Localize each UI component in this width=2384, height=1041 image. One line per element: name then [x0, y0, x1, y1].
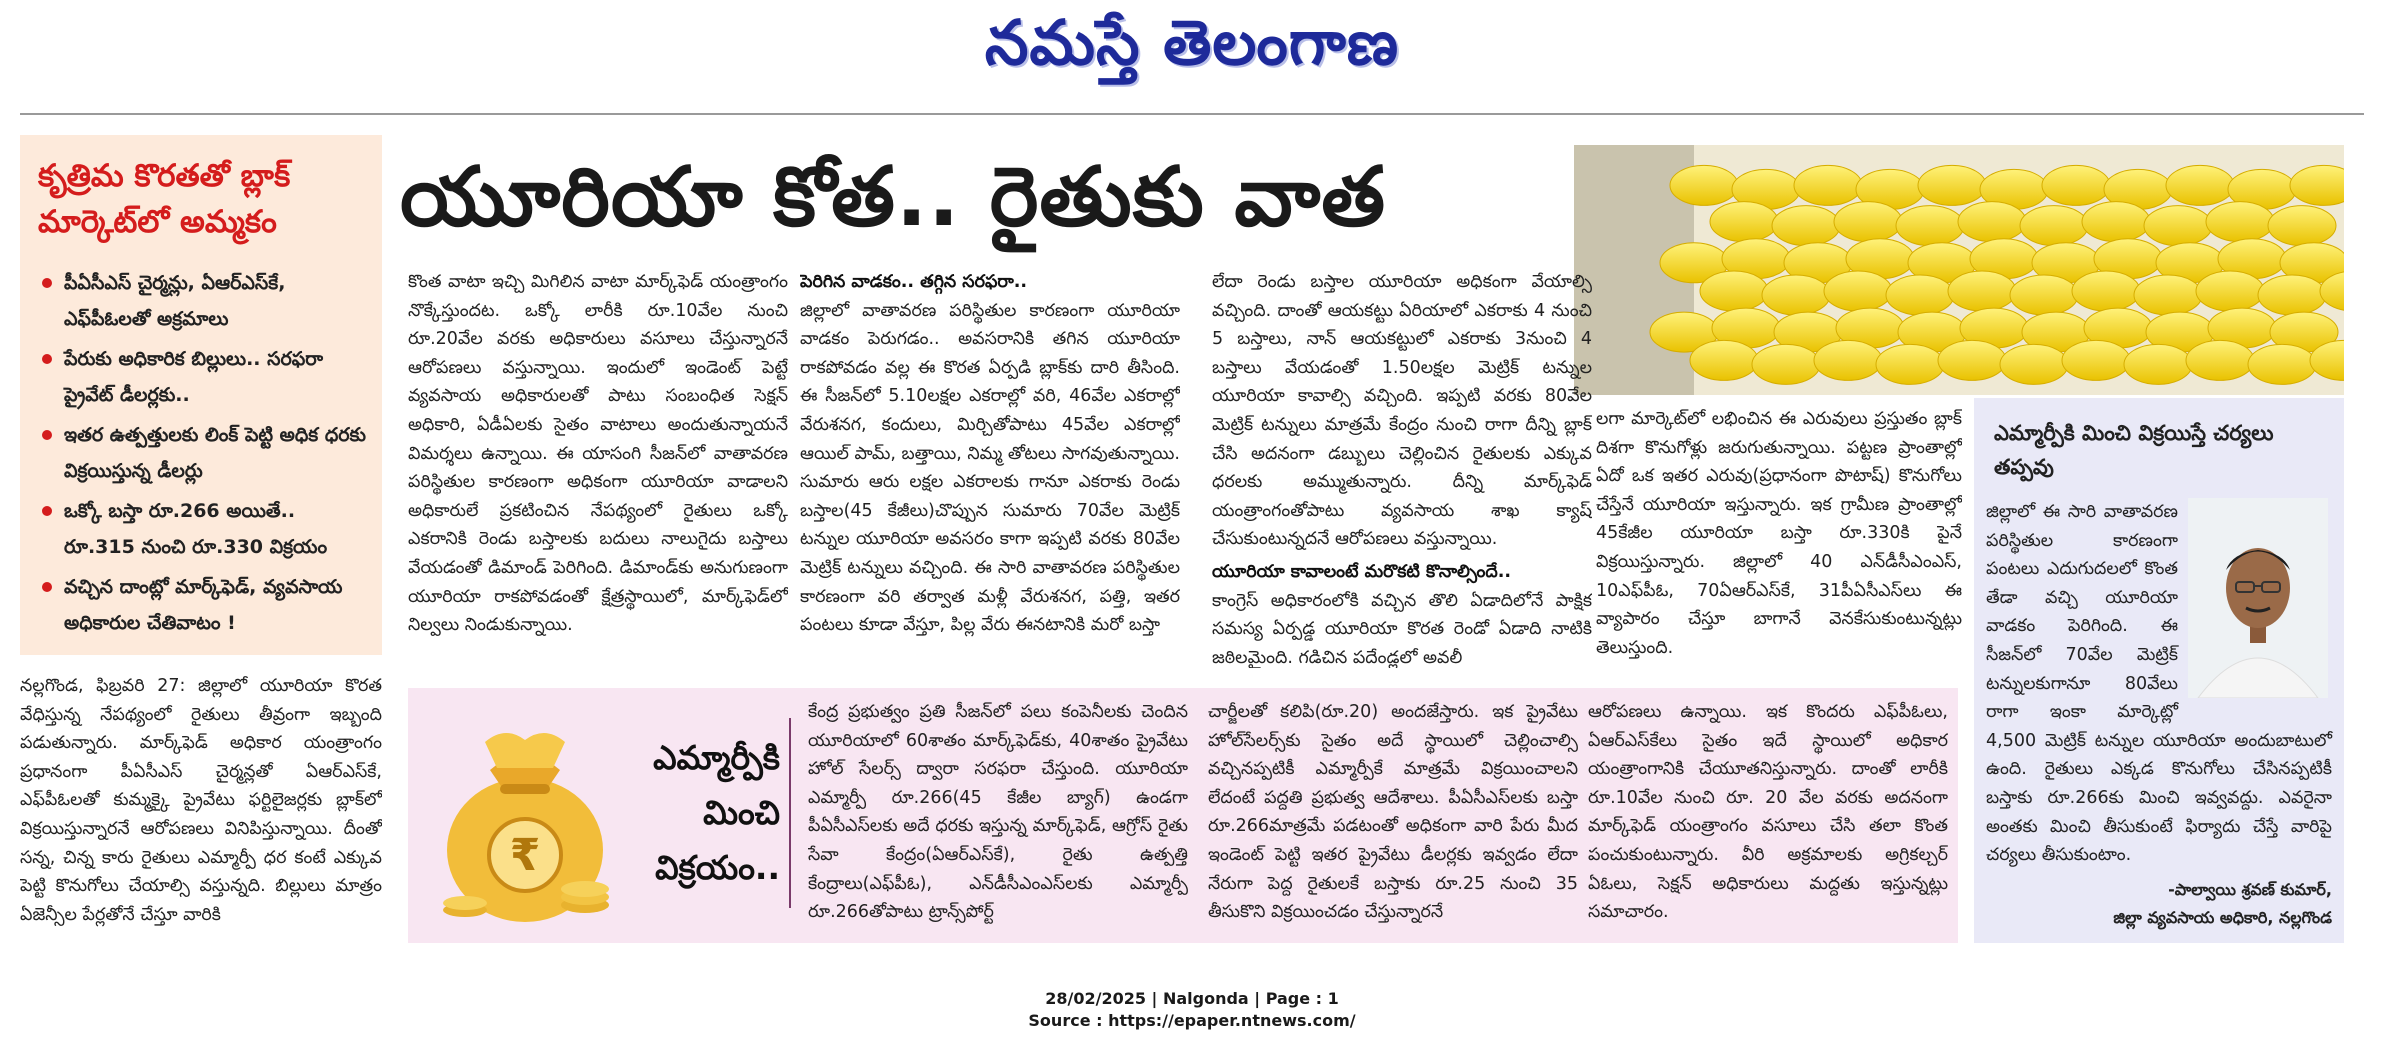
highlight-item: ఒక్కో బస్తా రూ.266 అయితే.. రూ.315 నుంచి రూ.330 విక్రయం	[38, 493, 366, 565]
column-1-text: కొంత వాటా ఇచ్చి మిగిలిన వాటా మార్క్‌ఫెడ్ యంత్రాంగం నొక్కేస్తుందట. ఒక్కో లారీకి రూ.10వేల నుంచి రూ.20వేల వరకు అధికారులు వసూలు చేస్తున్నారనే ఆరోపణలు వస్తున్నాయి. ఇందులో ఇండెంట్ పెట్టే వ్యవసాయ అధికారులతో పాటు సంబంధిత సెక్షన్ అధికారి, ఏడీఏలకు సైతం వాటాలు అందుతున్నాయనే విమర్శలు ఉన్నాయి. ఈ యాసంగి సీజన్‌లో వాతావరణ పరిస్థితుల కారణంగా అధికంగా యూరియా వాడాలని అధికారులే ప్రకటించిన నేపథ్యంలో రైతులు ఒక్కో ఎకరానికి రెండు బస్తాలకు బదులు నాలుగైదు బస్తాలు వేయడంతో డిమాండ్ పెరిగింది. డిమాండ్‌కు అనుగుణంగా యూరియా రాకపోవడంతో క్షేత్రస్థాయిలో, మార్క్‌ఫెడ్‌లో నిల్వలు నిండుకున్నాయి.	[408, 272, 788, 636]
highlights-box	[20, 135, 382, 655]
source-link: Source : https://epaper.ntnews.com/	[1028, 1011, 1356, 1030]
article-column-7	[1588, 698, 1948, 938]
masthead-divider	[20, 113, 2364, 115]
masthead	[0, 0, 2384, 100]
article-intro	[20, 672, 382, 943]
column-3-text: లేదా రెండు బస్తాల యూరియా అధికంగా వేయాల్సి వచ్చింది. దాంతో ఆయకట్టు ఏరియాలో ఎకరాకు 4 నుంచి 5 బస్తాలు, నాన్ ఆయకట్టులో ఎకరాకు 3నుంచి 4 బస్తాలు వేయడంతో 1.50లక్షల మెట్రిక్ టన్నుల యూరియా కావాల్సి వచ్చింది. ఇప్పటి వరకు 80వేల మెట్రిక్ టన్నులు మాత్రమే కేంద్రం నుంచి రాగా దీన్ని బ్లాక్ చేసి అదనంగా డబ్బులు చెల్లించిన రైతులకు ఎక్కువ ధరలకు అమ్ముతున్నారు. దీన్ని మార్క్‌ఫెడ్ యంత్రాంగంతోపాటు వ్యవసాయ శాఖ క్యాష్ చేసుకుంటున్నదనే ఆరోపణలు వస్తున్నాయి.	[1212, 272, 1592, 550]
article-column-1	[408, 268, 788, 668]
article-column-2	[800, 268, 1180, 668]
headline: యూరియా కోత.. రైతుకు వాత	[400, 150, 1387, 245]
highlight-item: ఇతర ఉత్పత్తులకు లింక్ పెట్టి అధిక ధరకు విక్రయిస్తున్న డీలర్లు	[38, 417, 366, 489]
highlight-item: పీఏసీఎస్ చైర్మన్లు, ఏఆర్ఎస్‌కే, ఎఫ్‌పీఓలతో అక్రమాలు	[38, 265, 366, 337]
subheading-usage: పెరిగిన వాడకం.. తగ్గిన సరఫరా..	[800, 272, 1028, 292]
officer-photo	[2188, 498, 2328, 698]
rupee-icon: ₹	[509, 830, 541, 881]
article-column-5	[808, 698, 1188, 938]
urea-bags-image	[1574, 145, 2344, 395]
urea-bags-photo	[1574, 145, 2344, 395]
article-column-6	[1208, 698, 1578, 938]
newspaper-logo: నమస్తే తెలంగాణ	[984, 6, 1400, 79]
officer-quote: జిల్లాలో ఈ సారి వాతావరణ పరిస్థితుల కారణంగా పంటలు ఎదుగుదలలో కొంత తేడా వచ్చి యూరియా వాడకం పెరిగింది. ఈ సీజన్‌లో 70వేల మెట్రిక్ టన్నులకుగానూ 80వేలు రాగా ఇంకా మార్కెట్లో 4,500 మెట్రిక్ టన్నుల యూరియా అందుబాటులో ఉంది. రైతులు ఎక్కడ కొనుగోలు చేసినప్పటికీ బస్తాకు రూ.266కు మించి ఇవ్వవద్దు. ఎవరైనా అంతకు మించి తీసుకుంటే ఫిర్యాదు చేస్తే వారిపై చర్యలు తీసుకుంటాం.	[1986, 502, 2332, 866]
highlight-item: వచ్చిన దాంట్లో మార్క్‌ఫెడ్, వ్యవసాయ అధికారుల చేతివాటం !	[38, 569, 366, 641]
promo-title: ఎమ్మార్పీకి మించి విక్రయం..	[653, 738, 780, 887]
highlights-kicker: కృత్రిమ కొరతతో బ్లాక్ మార్కెట్‌లో అమ్మకం	[38, 158, 291, 240]
officer-portrait	[2188, 498, 2328, 698]
subheading-buy-other: యూరియా కావాలంటే మరొకటి కొనాల్సిందే..	[1212, 561, 1512, 582]
highlight-item: పేరుకు అధికారిక బిల్లులు.. సరఫరా ప్రైవేట్ డీలర్లకు..	[38, 341, 366, 413]
officer-quote-box	[1974, 398, 2344, 943]
column-6-text: చార్జీలతో కలిపి(రూ.20) అందజేస్తారు. ఇక ప్రైవేటు హోల్‌సేలర్స్‌కు సైతం అదే స్థాయిలో చెల్లించాల్సి వచ్చినప్పటికీ ఎమ్మార్పీకే మాత్రమే విక్రయించాలని లేదంటే పద్దతి ప్రభుత్వ ఆదేశాలు. పీఏసీఎస్‌లకు బస్తా రూ.266మాత్రమే పడటంతో అధికంగా వారి పేరు మీద ఇండెంట్ పెట్టి ఇతర ప్రైవేటు డీలర్లకు ఇవ్వడం లేదా నేరుగా పెద్ద రైతులకే బస్తాకు రూ.25 నుంచి 35 తీసుకొని విక్రయించడం చేస్తున్నారనే	[1208, 702, 1578, 923]
quote-kicker: ఎమ్మార్పీకి మించి విక్రయిస్తే చర్యలు తప్పవు	[1994, 421, 2274, 479]
officer-name: -పాల్వాయి శ్రవణ్ కుమార్,	[2168, 879, 2332, 899]
column-4-text: లగా మార్కెట్‌లో లభించిన ఈ ఎరువులు ప్రస్తుతం బ్లాక్ దిశగా కొనుగోళ్లు జరుగుతున్నాయి. పట్టణ ప్రాంతాల్లో ఏదో ఒక ఇతర ఎరువు(ప్రధానంగా పొటాష్) కొనుగోలు చేస్తేనే యూరియా ఇస్తున్నారు. ఇక గ్రామీణ ప్రాంతాల్లో 45కేజీల యూరియా బస్తా రూ.330కి పైనే విక్రయిస్తున్నారు. జిల్లాలో 40 ఎన్‌డీసీఎంఎస్, 10ఎఫ్‌పీఓ, 70ఏఆర్ఎస్‌కే, 31పీఏసీఎస్‌లు ఈ వ్యాపారం చేస్తూ బాగానే వెనకేసుకుంటున్నట్లు తెలుస్తుంది.	[1596, 409, 1962, 658]
article-column-3	[1212, 268, 1592, 668]
column-3-continued: కాంగ్రెస్ అధికారంలోకి వచ్చిన తొలి ఏడాదిలోనే పాక్షిక సమస్య ఏర్పడ్డ యూరియా కొరత రెండో ఏడాది నాటికి జఠిలమైంది. గడిచిన పదేండ్లలో అవలీ	[1212, 590, 1592, 668]
column-2-text: జిల్లాలో వాతావరణ పరిస్థితుల కారణంగా యూరియా వాడకం పెరుగడం.. అవసరానికి తగిన యూరియా రాకపోవడం వల్ల ఈ కొరత ఏర్పడి బ్లాక్‌కు దారి తీసింది. ఈ సీజన్‌లో 5.10లక్షల ఎకరాల్లో వరి, 46వేల ఎకరాల్లో వేరుశనగ, కందులు, మిర్చితోపాటు 45వేల ఎకరాల్లో ఆయిల్ పామ్, బత్తాయి, నిమ్మ తోటలు సాగవుతున్నాయి. సుమారు ఆరు లక్షల ఎకరాలకు గానూ ఎకరాకు రెండు బస్తాల(45 కేజీలు)చొప్పున సుమారు 70వేల మెట్రిక్ టన్నుల యూరియా అవసరం కాగా ఇప్పటి వరకు 80వేల మెట్రిక్ టన్నులు వచ్చింది. ఈ సారి వాతావరణ పరిస్థితుల కారణంగా వరి తర్వాత మళ్లీ వేరుశనగ, పత్తి, ఇతర పంటలు కూడా వేస్తూ, పిల్ల వేరు ఈనటానికి మరో బస్తా	[800, 300, 1180, 636]
money-bag-icon	[425, 700, 625, 930]
page-footer	[0, 988, 2384, 1032]
article-column-4	[1596, 405, 1962, 675]
column-7-text: ఆరోపణలు ఉన్నాయి. ఇక కొందరు ఎఫ్‌పీఓలు, ఏఆర్ఎస్‌కేలు సైతం ఇదే స్థాయిలో అధికార యంత్రాంగానికి చేయూతనిస్తున్నారు. దాంతో లారీకి రూ.10వేల నుంచి రూ. 20 వేల వరకు అదనంగా మార్క్‌ఫెడ్ యంత్రాంగం వసూలు చేసి తలా కొంత పంచుకుంటున్నారు. వీరి అక్రమాలకు అగ్రికల్చర్ ఏఓలు, సెక్షన్ అధికారులు మద్దతు ఇస్తున్నట్లు సమాచారం.	[1588, 702, 1948, 923]
promo-divider	[789, 718, 791, 908]
intro-paragraph: నల్లగొండ, ఫిబ్రవరి 27: జిల్లాలో యూరియా కొరత వేధిస్తున్న నేపథ్యంలో రైతులు తీవ్రంగా ఇబ్బంది పడుతున్నారు. మార్క్‌ఫెడ్ అధికార యంత్రాంగం ప్రధానంగా పీఏసీఎస్ చైర్మన్లతో ఏఆర్ఎస్‌కే, ఎఫ్‌పీఓలతో కుమ్మక్కై ప్రైవేటు ఫర్టిలైజర్లకు బ్లాక్‌లో విక్రయిస్తున్నారనే ఆరోపణలు వినిపిస్తున్నాయి. దీంతో సన్న, చిన్న కారు రైతులు ఎమ్మార్పీ ధర కంటే ఎక్కువ పెట్టి కొనుగోలు చేయాల్సి వస్తున్నది. బిల్లులు మాత్రం ఏజెన్సీల పేర్లతోనే చేస్తూ వారికి	[20, 676, 382, 925]
edition-info: 28/02/2025 | Nalgonda | Page : 1	[1045, 989, 1339, 1008]
officer-title: జిల్లా వ్యవసాయ అధికారి, నల్లగొండ	[2113, 907, 2332, 927]
column-5-text: కేంద్ర ప్రభుత్వం ప్రతి సీజన్‌లో పలు కంపెనీలకు చెందిన యూరియాలో 60శాతం మార్క్‌ఫెడ్‌కు, 40శాతం ప్రైవేటు హోల్ సేలర్స్ ద్వారా సరఫరా చేస్తుంది. యూరియా ఎమ్మార్పీ రూ.266(45 కేజీల బ్యాగ్) ఉండగా పీఏసీఎస్‌లకు అదే ధరకు ఇస్తున్న మార్క్‌ఫెడ్, ఆగ్రోస్ రైతు సేవా కేంద్రం(ఏఆర్ఎస్‌కే), రైతు ఉత్పత్తి కేంద్రాలు(ఎఫ్‌పీఓ), ఎన్‌డీసీఎంఎస్‌లకు ఎమ్మార్పీ రూ.266తోపాటు ట్రాన్స్‌పోర్ట్	[808, 702, 1188, 923]
